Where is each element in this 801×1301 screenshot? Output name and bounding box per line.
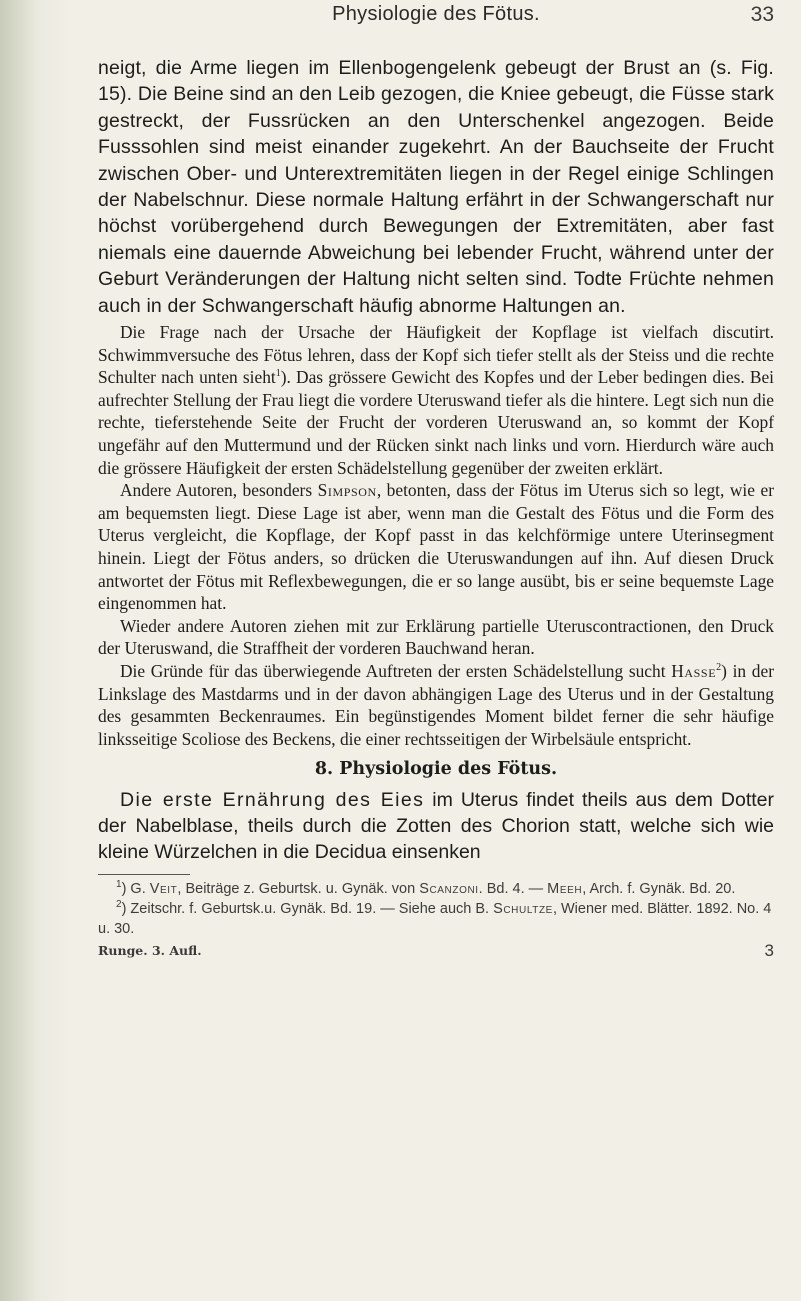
author-name-hasse: Hasse xyxy=(671,660,717,681)
running-title: Physiologie des Fötus. xyxy=(332,3,540,25)
footnote-mark: 2 xyxy=(116,899,122,911)
footnote-ref-2: 2 xyxy=(716,662,722,674)
paragraph-nutrition xyxy=(98,787,774,865)
footnote-ref-1: 1 xyxy=(275,368,281,380)
text-segment: , Arch. f. Gynäk. Bd. 20. xyxy=(582,881,736,898)
section-heading: 8. Physiologie des Fötus. xyxy=(314,759,558,780)
text-segment: . Bd. 4. — xyxy=(478,881,548,898)
printer-signature xyxy=(98,941,774,963)
spaced-emphasis: Die erste Ernährung des Eies xyxy=(120,789,425,812)
book-page xyxy=(98,0,774,963)
footnote-1 xyxy=(98,879,774,899)
text-segment: ) G. xyxy=(121,881,150,898)
author-name: Schultze xyxy=(493,901,553,918)
text-segment: ). Das grössere Gewicht des Kopfes und der Leber bedingen dies. Bei aufrechter Stellung der Frau liegt die vordere Uteruswand tiefer als die hintere. Legt sich nun die rechte, tieferstehende Seite der Frucht der vorderen Uteruswand an, so kommt der Kopf ungefähr auf den Muttermund und der Rücken sinkt nach links und vorn. Hierdurch wäre auch die grössere Häufigkeit der ersten Schädelstellung gegenüber der zweiten erklärt. xyxy=(98,367,774,478)
paragraph-head-presentation-cause xyxy=(98,321,774,479)
running-header xyxy=(98,0,774,44)
text-segment: Andere Autoren, besonders xyxy=(120,480,318,501)
author-name: Meeh xyxy=(547,881,583,898)
footnote-2 xyxy=(98,899,774,939)
footnote-rule xyxy=(98,874,190,875)
footnote-mark: 1 xyxy=(116,879,122,891)
text-segment: , betonten, dass der Fötus im Uterus sich so legt, wie er am bequemsten liegt. Diese Lage ist aber, wenn man die Gestalt des Fötus und die Form des Uterus vergleicht, die Kopflage, der Kopf passt in das kelchförmige untere Uterinsegment hinein. Liegt der Fötus anders, so drücken die Uteruswandungen auf ihn. Auf diesen Druck antwortet der Fötus mit Reflexbewegungen, die er so lange ausübt, bis er seine bequemste Lage eingenommen hat. xyxy=(98,480,774,614)
paragraph-hasse xyxy=(98,660,774,750)
text-segment: ) Zeitschr. f. Geburtsk.u. Gynäk. Bd. 19. — Siehe auch B. xyxy=(121,901,494,918)
paragraph-fetal-posture: neigt, die Arme liegen im Ellenbogengelenk gebeugt der Brust an (s. Fig. 15). Die Beine sind an den Leib gezogen, die Kniee gebeugt, die Füsse stark gestreckt, der Fussrücken an den Unterschenkel angezogen. Beide Fusssohlen sind meist einander zugekehrt. An der Bauchseite der Frucht zwischen Ober- und Unterextremitäten liegen in der Regel einige Schlingen der Nabelschnur. Diese normale Haltung erfährt in der Schwangerschaft nur höchst vorübergehend durch Bewegungen der Extremitäten, aber fast niemals eine dauernde Abweichung bei lebender Frucht, während unter der Geburt Veränderungen der Haltung nicht selten sind. Todte Früchte nehmen auch in der Schwangerschaft häufig abnorme Haltungen an. xyxy=(98,57,774,317)
text-segment: Die Gründe für das überwiegende Auftreten der ersten Schädelstellung sucht xyxy=(120,660,672,681)
text-segment: ) in der Linkslage des Mastdarms und in der davon abhängigen Lage des Uterus und in der Gestaltung des gesammten Beckenraumes. Ein begünstigendes Moment bildet ferner die sehr häufige linksseitige Scoliose des Beckens, die einer rechtsseitigen der Wirbelsäule entspricht. xyxy=(98,660,774,749)
author-name-simpson: Simpson xyxy=(317,480,377,501)
text-segment: Die Frage nach der Ursache der Häufigkeit der Kopflage ist vielfach discutirt. Schwimmversuche des Fötus lehren, dass der Kopf sich tiefer stellt als der Steiss und die rechte Schulter nach unten sieht xyxy=(98,322,774,388)
author-name: Scanzoni xyxy=(419,881,479,898)
page-edge-shadow xyxy=(0,0,70,1301)
text-segment: im Uterus findet theils aus dem Dotter der Nabelblase, theils durch die Zotten des Chorion statt, welche sich wie kleine Würzelchen in die Decidua einsenken xyxy=(98,789,774,864)
paragraph-other-authors xyxy=(98,479,774,615)
text-segment: , Wiener med. Blätter. 1892. No. 4 u. 30. xyxy=(98,901,772,938)
paragraph-uterine-contractions: Wieder andere Autoren ziehen mit zur Erklärung partielle Uteruscontractionen, den Druck der Uteruswand, die Straffheit der vorderen Bauchwand heran. xyxy=(98,615,774,659)
page-number: 33 xyxy=(750,3,774,26)
text-segment: , Beiträge z. Geburtsk. u. Gynäk. von xyxy=(177,881,420,898)
author-name: Veit xyxy=(149,881,178,898)
signature-mark: Runge. 3. Aufl. xyxy=(98,943,202,959)
signature-number: 3 xyxy=(764,941,774,961)
